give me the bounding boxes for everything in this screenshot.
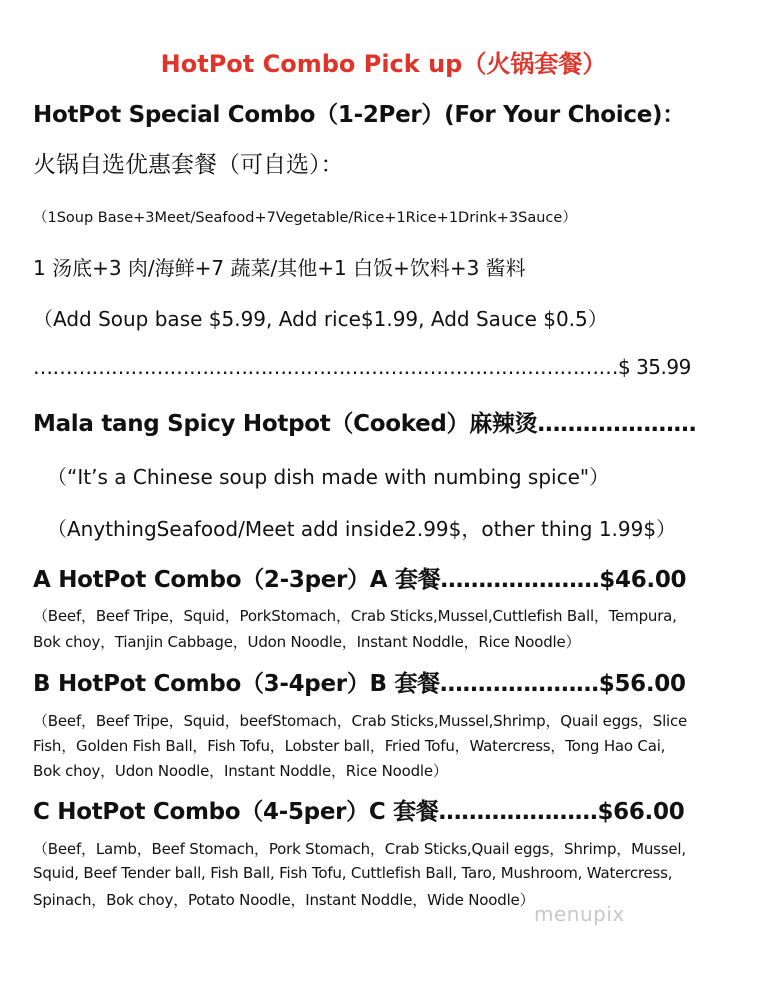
combo-c-items-line: Squid, Beef Tender ball, Fish Ball, Fish Tofu, Cuttlefish Ball, Taro, Mushroom, Watercress,: [33, 864, 673, 882]
special-combo-heading: HotPot Special Combo（1-2Per）(For Your Choice)：: [33, 102, 685, 128]
malatang-heading: Mala tang Spicy Hotpot（Cooked）麻辣烫…………………: [33, 411, 697, 437]
malatang-addon: （AnythingSeafood/Meet add inside2.99$，other thing 1.99$）: [47, 517, 677, 541]
combo-a-heading: A HotPot Combo（2-3per）A 套餐…………………$46.00: [33, 567, 687, 593]
special-combo-description: （1Soup Base+3Meet/Seafood+7Vegetable/Rice+1Rice+1Drink+3Sauce）: [33, 210, 577, 226]
combo-c-items-line: （Beef，Lamb，Beef Stomach，Pork Stomach，Crab Sticks,Quail eggs，Shrimp，Mussel,: [33, 840, 686, 858]
combo-b-items-line: （Beef，Beef Tripe，Squid，beefStomach，Crab Sticks,Mussel,Shrimp，Quail eggs，Slice: [33, 712, 688, 730]
combo-a-items-line: Bok choy，Tianjin Cabbage，Udon Noodle，Instant Noddle，Rice Noodle）: [33, 633, 581, 651]
combo-c-heading: C HotPot Combo（4-5per）C 套餐…………………$66.00: [33, 799, 685, 825]
combo-a-items-line: （Beef，Beef Tripe，Squid，PorkStomach，Crab Sticks,Mussel,Cuttlefish Ball，Tempura,: [33, 607, 677, 625]
combo-b-items-line: Bok choy，Udon Noodle，Instant Noddle，Rice Noodle）: [33, 762, 448, 780]
combo-b-heading: B HotPot Combo（3-4per）B 套餐…………………$56.00: [33, 671, 686, 697]
combo-b-items-line: Fish，Golden Fish Ball，Fish Tofu，Lobster ball，Fried Tofu，Watercress，Tong Hao Cai,: [33, 737, 666, 755]
special-combo-heading-cn: 火锅自选优惠套餐（可自选）：: [33, 152, 344, 178]
page-title: HotPot Combo Pick up（火锅套餐）: [160, 50, 607, 78]
special-combo-price: ………………………………………………………………………………$ 35.99: [33, 355, 691, 379]
special-combo-addons: （Add Soup base $5.99, Add rice$1.99, Add Sauce $0.5）: [33, 307, 608, 331]
menupix-watermark: menupix: [534, 902, 625, 926]
special-combo-description-cn: 1 汤底+3 肉/海鲜+7 蔬菜/其他+1 白饭+饮料+3 酱料: [33, 256, 526, 280]
combo-c-items-line: Spinach，Bok choy，Potato Noodle，Instant Noddle，Wide Noodle）: [33, 891, 535, 909]
malatang-description: （“It’s a Chinese soup dish made with numbing spice"）: [47, 465, 610, 489]
